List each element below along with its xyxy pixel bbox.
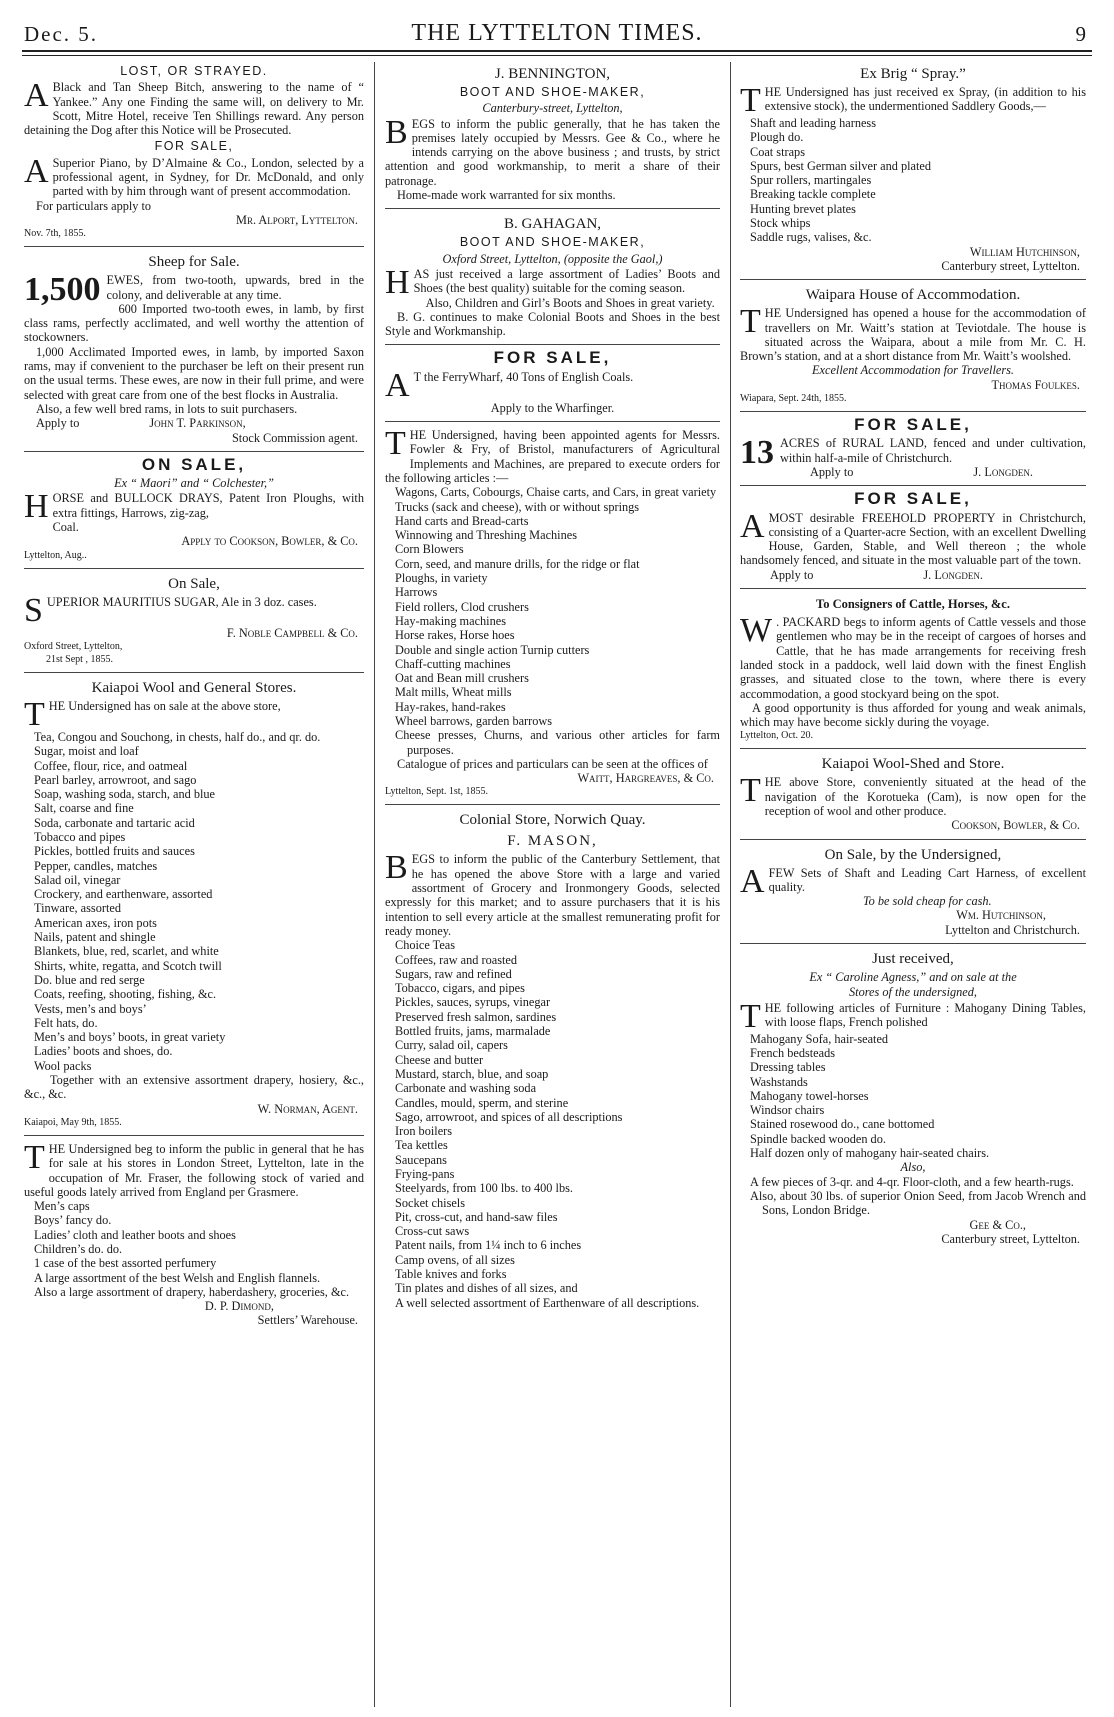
list-item: Cheese and butter: [395, 1052, 484, 1067]
ad-body: Black and Tan Sheep Bitch, answering to the name of “ Yankee.” Any one Finding the same will, on delivery to Mr. Scott, Mitre Hotel, receive Ten Shillings reward. Any person detaining the Dog after this Notice will be Prosecuted.: [24, 80, 364, 138]
ad-heading: Just received,: [872, 951, 954, 968]
list-item: Hay-making machines: [395, 613, 506, 628]
ad-dimond: [24, 1138, 364, 1328]
list-item: Camp ovens, of all sizes: [395, 1252, 515, 1267]
separator: [385, 344, 720, 345]
list-item: 1 case of the best assorted perfumery: [34, 1256, 217, 1271]
list-item: Saucepans: [395, 1152, 447, 1167]
ad-body: HE following articles of Furniture : Mahogany Dining Tables, with loose flaps, French polished: [764, 1000, 1086, 1029]
ad-body: MOST desirable FREEHOLD PROPERTY in Christchurch, consisting of a Quarter-acre Section, with an excellent Dwelling House, Garden, Stable, and Well thereon ; the whole handsomely fenced, and situate in the most valuable part of the town.: [740, 510, 1086, 568]
separator: [740, 411, 1086, 412]
column-3: [740, 62, 1086, 1246]
drop-cap: B: [385, 113, 408, 151]
separator: [740, 839, 1086, 840]
signature: Mr. Alport, Lyttelton.: [236, 212, 358, 227]
list-item: Cross-cut saws: [395, 1224, 470, 1239]
signature: J. Longden.: [923, 567, 983, 582]
ad-subheading: Stores of the undersigned,: [849, 985, 977, 1000]
list-item: Stock whips: [750, 216, 811, 231]
ad-sugar: [24, 575, 364, 666]
ad-drays: [24, 454, 364, 562]
list-item: Winnowing and Threshing Machines: [395, 528, 577, 543]
separator: [385, 421, 720, 422]
list-item: Men’s caps: [34, 1199, 90, 1214]
ad-heading: LOST, OR STRAYED.: [120, 64, 268, 78]
ad-body: EWES, from two-tooth, upwards, bred in the colony, and deliverable at any time.: [106, 273, 364, 302]
separator: [24, 1135, 364, 1136]
list-item: Patent nails, from 1¼ inch to 6 inches: [395, 1238, 582, 1253]
masthead: [22, 18, 1092, 48]
ad-heading: To Consigners of Cattle, Horses, &c.: [816, 597, 1010, 612]
signature: William Hutchinson,: [969, 244, 1080, 259]
ad-heading: Waipara House of Accommodation.: [805, 287, 1021, 304]
drop-cap: H: [24, 488, 49, 526]
list-item: Pit, cross-cut, and hand-saw files: [395, 1209, 558, 1224]
list-item: Tobacco, cigars, and pipes: [395, 981, 525, 996]
signature-address: Canterbury street, Lyttelton.: [941, 1231, 1080, 1246]
list-item: Ladies’ cloth and leather boots and shoes: [34, 1227, 236, 1242]
ad-body: HE Undersigned has just received ex Spray, (in addition to his extensive stock), the undermentioned Saddlery Goods,—: [764, 85, 1086, 114]
ad-date: Lyttelton, Oct. 20.: [740, 730, 814, 742]
list-item: Tobacco and pipes: [34, 829, 126, 844]
ad-bennington: [385, 65, 720, 202]
list-item: Salt, coarse and fine: [34, 801, 134, 816]
separator: [740, 588, 1086, 589]
list-item: Plough do.: [750, 130, 804, 145]
separator: [24, 451, 364, 452]
list-item: Pearl barley, arrowroot, and sago: [34, 772, 197, 787]
ad-piano: [24, 139, 364, 240]
ad-body: HE above Store, conveniently situated at the head of the navigation of the Korotueka (Cam), is now open for the reception of wool and other produce.: [764, 775, 1086, 818]
list-item: Sago, arrowroot, and spices of all descriptions: [395, 1109, 623, 1124]
list-item: Socket chisels: [395, 1195, 466, 1210]
column-divider: [730, 62, 731, 1707]
drop-cap: A: [740, 507, 765, 545]
list-item: Windsor chairs: [750, 1103, 825, 1118]
ad-harness: [740, 846, 1086, 937]
drop-cap: T: [24, 695, 45, 733]
list-item: Saddle rugs, valises, &c.: [750, 230, 872, 245]
separator: [740, 279, 1086, 280]
list-item: Hay-rakes, hand-rakes: [395, 699, 506, 714]
separator: [740, 748, 1086, 749]
list-item: Trucks (sack and cheese), with or without springs: [395, 499, 640, 514]
drop-cap: T: [24, 1138, 45, 1176]
ad-heading: ON SALE,: [141, 454, 247, 474]
ad-date: Lyttelton, Sept. 1st, 1855.: [385, 786, 489, 798]
drop-number: 1,500: [24, 271, 101, 309]
ad-body: EGS to inform the public of the Canterbury Settlement, that he has opened the above Store with a large and varied assortment of Grocery and Ironmongery Goods, selected expressly for this market; and to assure purchasers that it is his intention to sell every article at the smallest remunerating profit for ready money.: [385, 852, 720, 938]
ad-paragraph: Home-made work warranted for six months.: [397, 188, 616, 203]
ad-body: FEW Sets of Shaft and Leading Cart Harness, of excellent quality.: [768, 865, 1086, 894]
list-item: Ploughs, in variety: [395, 571, 488, 586]
list-item: American axes, iron pots: [34, 915, 157, 930]
apply-line: Apply to: [36, 416, 80, 431]
drop-cap: T: [385, 425, 406, 463]
ad-sheep: [24, 253, 364, 445]
drop-cap: H: [385, 263, 410, 301]
list-item: Corn, seed, and manure drills, for the ridge or flat: [395, 556, 640, 571]
separator: [385, 804, 720, 805]
ad-body: EGS to inform the public generally, that he has taken the premises lately occupied by Messrs. Gee & Co., where he intends carrying on the above business ; and trusts, by strict attention and good workmanship, to merit a share of their patronage.: [385, 116, 720, 188]
signature-title: Stock Commission agent.: [231, 430, 358, 445]
list-item: Children’s do. do.: [34, 1242, 123, 1256]
separator: [740, 943, 1086, 944]
ad-date: Kaiapoi, May 9th, 1855.: [24, 1116, 122, 1128]
ad-heading: Kaiapoi Wool and General Stores.: [91, 679, 297, 696]
ad-paragraph: Also, about 30 lbs. of superior Onion Seed, from Jacob Wrench and Sons, London Bridge.: [750, 1188, 1086, 1218]
drop-cap: W: [740, 612, 773, 650]
masthead-rule-thin: [22, 55, 1092, 56]
signature: Gee & Co.,: [969, 1217, 1026, 1232]
separator: [24, 568, 364, 569]
list-item: Blankets, blue, red, scarlet, and white: [34, 944, 219, 959]
signature: D. P. Dimond,: [204, 1299, 274, 1314]
list-item: Mustard, starch, blue, and soap: [395, 1066, 549, 1081]
list-item: Wagons, Carts, Cobourgs, Chaise carts, and Cars, in great variety: [395, 485, 717, 500]
ad-paragraph: Also, Children and Girl’s Boots and Shoes in great variety.: [425, 295, 715, 310]
signature: Thomas Foulkes.: [991, 377, 1080, 392]
ad-date: 21st Sept , 1855.: [46, 653, 113, 665]
list-item: Do. blue and red serge: [34, 972, 145, 987]
list-item: Double and single action Turnip cutters: [395, 642, 590, 657]
ad-gahagan: [385, 215, 720, 338]
newspaper-title: THE LYTTELTON TIMES.: [411, 20, 703, 46]
ad-lost-dog: [24, 64, 364, 137]
list-item: Spurs, best German silver and plated: [750, 158, 931, 173]
ad-body: ORSE and BULLOCK DRAYS, Patent Iron Ploughs, with extra fittings, Harrows, zig-zag,: [52, 491, 364, 520]
ad-trade: BOOT AND SHOE-MAKER,: [459, 235, 646, 250]
page-number: 9: [1075, 22, 1086, 46]
ad-paragraph: Also,: [900, 1160, 926, 1175]
ad-body: HE Undersigned has on sale at the above store,: [48, 698, 281, 713]
list-item: Half dozen only of mahogany hair-seated chairs.: [750, 1146, 990, 1161]
signature: J. Longden.: [973, 464, 1033, 479]
list-item: Malt mills, Wheat mills: [395, 685, 512, 700]
list-item: Pepper, candles, matches: [34, 858, 158, 873]
separator: [740, 485, 1086, 486]
list-item: Boys’ fancy do.: [34, 1213, 112, 1228]
drop-cap: A: [385, 366, 410, 404]
separator: [24, 672, 364, 673]
list-item: Oat and Bean mill crushers: [395, 671, 529, 686]
ad-heading: FOR SALE,: [854, 415, 972, 435]
ad-subheading: Ex “ Maori” and “ Colchester,”: [114, 476, 274, 491]
ad-heading: Kaiapoi Wool-Shed and Store.: [821, 756, 1005, 773]
signature: Cookson, Bowler, & Co.: [951, 818, 1080, 833]
list-item: Table knives and forks: [395, 1267, 507, 1282]
drop-cap: A: [24, 152, 49, 190]
signature: Wm. Hutchinson,: [956, 908, 1046, 923]
list-item: Chaff-cutting machines: [395, 656, 511, 671]
list-item: Tinware, assorted: [34, 901, 121, 916]
ad-heading: B. GAHAGAN,: [503, 216, 602, 233]
list-item: Curry, salad oil, capers: [395, 1038, 508, 1053]
list-item: Pickles, bottled fruits and sauces: [34, 844, 195, 859]
ad-name: F. MASON,: [507, 833, 598, 850]
ad-waipara: [740, 286, 1086, 405]
ad-paragraph: Coal.: [52, 520, 79, 535]
list-item: Breaking tackle complete: [750, 187, 876, 202]
ad-address: Canterbury-street, Lyttelton,: [482, 101, 623, 116]
ad-body: . PACKARD begs to inform agents of Cattle vessels and those gentlemen who may be in the receipt of cargoes of horses and Cattle, that he has made arrangements for receiving fresh landed stock in a paddock, well laid down with the finest English grasses, and situated close to the town, where there is every accommodation, a good stockyard being on the spot.: [740, 615, 1086, 701]
drop-cap: T: [740, 772, 761, 810]
list-item: Carbonate and washing soda: [395, 1081, 537, 1096]
list-item: Cheese presses, Churns, and various other articles for farm purposes.: [395, 728, 720, 757]
list-item: Harrows: [395, 585, 438, 600]
list-item: Field rollers, Clod crushers: [395, 599, 529, 614]
ad-furniture: [740, 950, 1086, 1246]
drop-number: 13: [740, 434, 774, 472]
drop-cap: A: [740, 862, 765, 900]
list-item: Candles, mould, sperm, and sterine: [395, 1095, 569, 1110]
list-item: Tea kettles: [395, 1138, 448, 1153]
list-item: Stained rosewood do., cane bottomed: [750, 1117, 935, 1132]
list-item: Coats, reefing, shooting, fishing, &c.: [34, 987, 217, 1002]
ad-freehold: [740, 489, 1086, 582]
list-item: Mahogany Sofa, hair-seated: [750, 1031, 889, 1046]
apply-line: Apply to: [770, 567, 814, 582]
list-item: Coffees, raw and roasted: [395, 952, 518, 967]
list-item: French bedsteads: [750, 1045, 836, 1060]
ad-heading: Sheep for Sale.: [148, 254, 240, 271]
list-item: Wool packs: [34, 1058, 92, 1073]
issue-date: Dec. 5.: [24, 22, 99, 46]
ad-implements: [385, 425, 720, 798]
list-item: Men’s and boys’ boots, in great variety: [34, 1030, 226, 1045]
list-item: Spur rollers, martingales: [750, 173, 872, 188]
list-item: A large assortment of the best Welsh and English flannels.: [34, 1270, 321, 1285]
apply-line: For particulars apply to: [36, 198, 152, 213]
apply-line: Apply to: [810, 464, 854, 479]
list-item: Felt hats, do.: [34, 1015, 98, 1030]
ad-body: HE Undersigned beg to inform the public in general that he has for sale at his stores in London Street, Lyttelton, late in the occupation of Mr. Fraser, the following stock of varied and useful goods lately arrived from England per Grasmere.: [24, 1141, 364, 1199]
list-item: Also a large assortment of drapery, haberdashery, groceries, &c.: [34, 1284, 350, 1299]
ad-colonial-store: [385, 811, 720, 1310]
list-item: Iron boilers: [395, 1124, 453, 1139]
signature: Apply to Cookson, Bowler, & Co.: [181, 534, 358, 549]
list-item: Steelyards, from 100 lbs. to 400 lbs.: [395, 1181, 573, 1196]
list-item: Horse rakes, Horse hoes: [395, 628, 515, 643]
signature-address: Canterbury street, Lyttelton.: [941, 258, 1080, 273]
signature: W. Norman, Agent.: [257, 1101, 358, 1116]
list-item: Corn Blowers: [395, 542, 464, 557]
drop-cap: T: [740, 82, 761, 119]
ad-body: UPERIOR MAURITIUS SUGAR, Ale in 3 doz. cases.: [46, 594, 317, 609]
ad-date: Nov. 7th, 1855.: [24, 228, 86, 240]
list-item: Bottled fruits, jams, marmalade: [395, 1024, 551, 1039]
ad-heading: J. BENNINGTON,: [494, 66, 611, 82]
list-item: A well selected assortment of Earthenware of all descriptions.: [395, 1295, 700, 1310]
list-item: Spindle backed wooden do.: [750, 1131, 886, 1146]
list-item: Sugars, raw and refined: [395, 966, 512, 981]
signature: Waitt, Hargreaves, & Co.: [577, 771, 714, 786]
ad-wool-shed: [740, 755, 1086, 832]
list-item: Tin plates and dishes of all sizes, and: [395, 1281, 578, 1296]
column-divider: [374, 62, 375, 1707]
ad-subheading: Ex “ Caroline Agness,” and on sale at the: [809, 970, 1017, 985]
list-item: Crockery, and earthenware, assorted: [34, 887, 213, 902]
ad-body: T the FerryWharf, 40 Tons of English Coals.: [413, 369, 634, 384]
ad-heading: FOR SALE,: [854, 489, 972, 509]
ad-packard: [740, 595, 1086, 742]
ad-body: HE Undersigned, having been appointed agents for Messrs. Fowler & Fry, of Bristol, manufacturers of Agricultural Implements and Machines, are prepared to execute orders for the following articles :—: [385, 428, 720, 485]
drop-cap: S: [24, 591, 43, 629]
ad-body: Superior Piano, by D’Almaine & Co., London, selected by a professional agent, in Sydney, for Dr. McDonald, and only parted with by him through want of present accommodation.: [52, 155, 364, 199]
ad-paragraph: Together with an extensive assortment drapery, hosiery, &c., &c., &c.: [24, 1073, 364, 1102]
list-item: Soda, carbonate and tartaric acid: [34, 815, 195, 830]
signature: John T. Parkinson,: [149, 416, 246, 431]
list-item: Pickles, sauces, syrups, vinegar: [395, 995, 551, 1010]
drop-cap: T: [740, 303, 761, 341]
ad-body: ACRES of RURAL LAND, fenced and under cultivation, within half-a-mile of Christchurch.: [780, 436, 1086, 465]
list-item: Frying-pans: [395, 1167, 455, 1181]
ad-heading: On Sale, by the Undersigned,: [824, 846, 1002, 863]
ad-heading: FOR SALE,: [154, 139, 234, 154]
list-item: Mahogany towel-horses: [750, 1088, 869, 1103]
ad-body: AS just received a large assortment of Ladies’ Boots and Shoes (the best quality) suitable for the coming season.: [413, 266, 720, 296]
drop-cap: A: [24, 77, 49, 115]
signature-address: Lyttelton and Christchurch.: [945, 922, 1080, 937]
ad-paragraph: Also, a few well bred rams, in lots to suit purchasers.: [36, 401, 298, 416]
ad-date: Wiapara, Sept. 24th, 1855.: [740, 393, 847, 405]
ad-paragraph: A few pieces of 3-qr. and 4-qr. Floor-cloth, and a few hearth-rugs.: [750, 1174, 1074, 1189]
ad-paragraph: Catalogue of prices and particulars can be seen at the offices of: [397, 756, 708, 771]
list-item: Vests, men’s and boys’: [34, 1001, 147, 1016]
list-item: Dressing tables: [750, 1060, 826, 1075]
ad-date: Oxford Street, Lyttelton,: [24, 640, 123, 652]
separator: [24, 246, 364, 247]
ad-trade: BOOT AND SHOE-MAKER,: [459, 85, 646, 99]
drop-cap: T: [740, 997, 761, 1035]
ad-paragraph: B. G. continues to make Colonial Boots and Shoes in the best Style and Workmanship.: [385, 309, 720, 339]
ad-coals: [385, 348, 720, 415]
list-item: Coffee, flour, rice, and oatmeal: [34, 758, 188, 773]
list-item: Nails, patent and shingle: [34, 930, 156, 945]
ad-heading: On Sale,: [168, 575, 220, 592]
ad-spray: [740, 65, 1086, 273]
ad-address: Oxford Street, Lyttelton, (opposite the Gaol,): [442, 251, 663, 266]
ad-heading: Colonial Store, Norwich Quay.: [459, 812, 646, 829]
ad-paragraph: 600 Imported two-tooth ewes, in lamb, by first class rams, perfectly acclimated, and well worthy the attention of stockowners.: [24, 301, 364, 345]
list-item: Soap, washing soda, starch, and blue: [34, 787, 216, 802]
ad-heading: Ex Brig “ Spray.”: [860, 66, 966, 82]
list-item: Preserved fresh salmon, sardines: [395, 1009, 557, 1024]
drop-cap: B: [385, 849, 408, 887]
signature-title: Settlers’ Warehouse.: [257, 1313, 358, 1328]
list-item: Salad oil, vinegar: [34, 872, 121, 887]
ad-date: Lyttelton, Aug..: [24, 549, 87, 561]
masthead-rule: [22, 50, 1092, 52]
list-item: Coat straps: [750, 144, 805, 159]
ad-motto: To be sold cheap for cash.: [862, 894, 992, 909]
apply-line: Apply to the Wharfinger.: [490, 400, 615, 415]
ad-paragraph: A good opportunity is thus afforded for young and weak animals, which may have become sickly during the voyage.: [740, 700, 1086, 730]
ad-kaiapoi-stores: [24, 679, 364, 1129]
ad-heading: FOR SALE,: [493, 348, 612, 368]
ad-motto: Excellent Accommodation for Travellers.: [812, 363, 1014, 378]
column-2: [385, 62, 720, 1310]
separator: [385, 208, 720, 209]
list-item: Ladies’ boots and shoes, do.: [34, 1044, 173, 1059]
list-item: Wheel barrows, garden barrows: [395, 713, 553, 728]
list-item: Washstands: [750, 1074, 808, 1089]
column-1: [24, 62, 364, 1328]
ad-paragraph: 1,000 Acclimated Imported ewes, in lamb, by imported Saxon rams, may if convenient to the purchaser be left on their present run on the usual terms. These ewes, are now in their full prime, and were selected with great care from one of the best flocks in Australia.: [24, 344, 364, 402]
list-item: Sugar, moist and loaf: [34, 744, 139, 759]
list-item: Hunting brevet plates: [750, 201, 856, 216]
list-item: Hand carts and Bread-carts: [395, 513, 529, 528]
ad-rural-land: [740, 415, 1086, 479]
list-item: Shaft and leading harness: [750, 116, 877, 130]
list-item: Choice Teas: [395, 938, 456, 953]
list-item: Tea, Congou and Souchong, in chests, half do., and qr. do.: [34, 729, 321, 744]
list-item: Shirts, white, regatta, and Scotch twill: [34, 958, 222, 973]
ad-body: HE Undersigned has opened a house for the accommodation of travellers on Mr. Waitt’s station at Teviotdale. The house is situated across the Waipara, about a mile from Mr. C. H. Brown’s station, and at a short distance from Mr. Waitt’s woolshed.: [740, 306, 1086, 364]
signature: F. Noble Campbell & Co.: [226, 625, 358, 640]
